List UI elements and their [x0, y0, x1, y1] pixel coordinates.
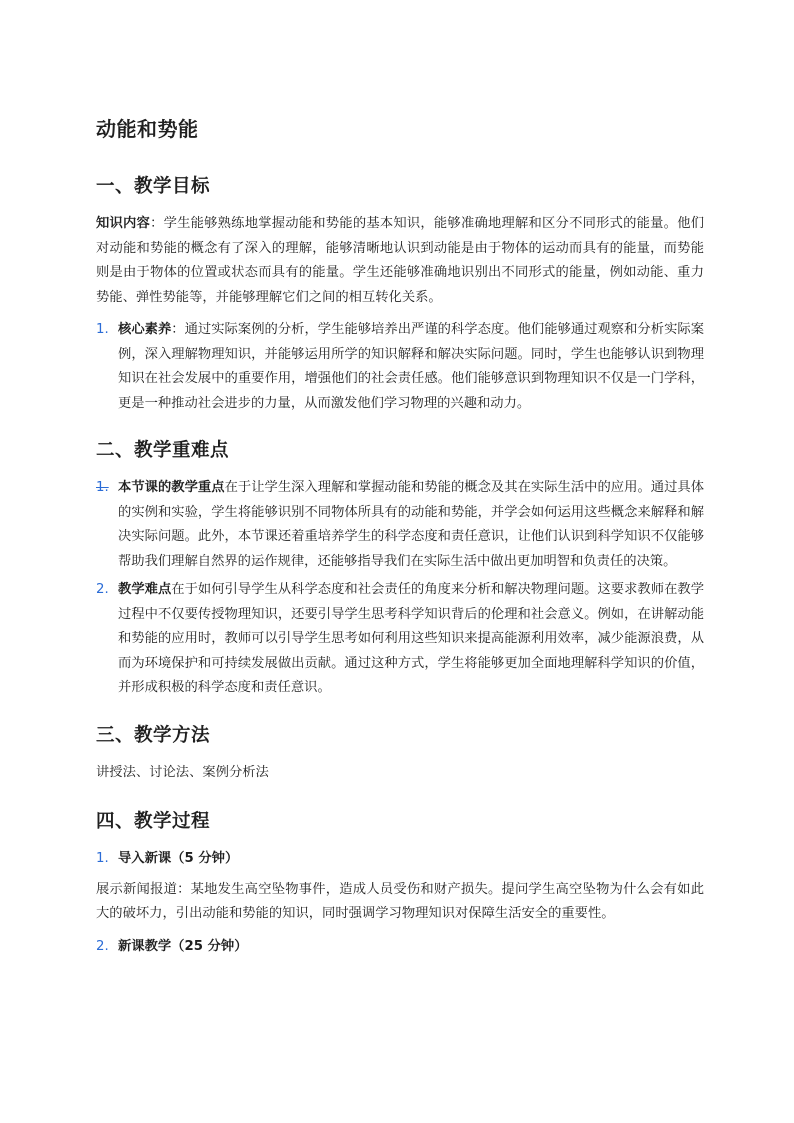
step-label: 新课教学（25 分钟）: [118, 938, 248, 954]
core-literacy-text: ：通过实际案例的分析，学生能够培养出严谨的科学态度。他们能够通过观察和分析实际案例，深入理解物理知识，并能够运用所学的知识解释和解决实际问题。同时，学生也能够认识到物理知识在社会发展中的重要作用，增强他们的社会责任感。他们能够意识到物理知识不仅是一门学科，更是一种推动社会进步的力量，从而激发他们学习物理的兴趣和动力。: [118, 322, 705, 411]
list-number: 1.: [96, 851, 109, 866]
core-literacy-label: 核心素养: [118, 322, 172, 337]
methods-text: 讲授法、讨论法、案例分析法: [96, 764, 269, 780]
list-number: 2.: [96, 582, 109, 597]
list-item: [96, 935, 704, 960]
list-item: [96, 476, 704, 574]
difficulty-label: 教学难点: [118, 582, 172, 597]
process-step-2: [96, 935, 704, 960]
section-heading-process: 四、教学过程: [96, 811, 211, 832]
section-heading-methods: 三、教学方法: [96, 724, 211, 746]
keypoint-label: 本节课的教学重点: [118, 480, 225, 495]
document-title: 动能和势能: [96, 117, 199, 141]
document-page: [96, 112, 704, 965]
list-number: 1.: [96, 480, 109, 495]
keypoints-list: [96, 476, 704, 701]
section-heading-keypoints: 二、教学重难点: [96, 440, 230, 461]
step-1-text: 展示新闻报道：某地发生高空坠物事件，造成人员受伤和财产损失。提问学生高空坠物为什么会有如此大的破坏力，引出动能和势能的知识，同时强调学习物理知识对保障生活安全的重要性。: [96, 881, 704, 921]
section-heading-goals: 一、教学目标: [96, 176, 211, 197]
knowledge-label: 知识内容: [96, 216, 151, 231]
list-number: 1.: [96, 322, 109, 337]
list-item: [96, 847, 704, 872]
keypoint-text: 在于让学生深入理解和掌握动能和势能的概念及其在实际生活中的应用。通过具体的实例和实验，学生将能够识别不同物体所具有的动能和势能，并学会如何运用这些概念来解释和解决实际问题。此外，本节课还着重培养学生的科学态度和责任意识，让他们认识到科学知识不仅能够帮助我们理解自然界的运作规律，还能够指导我们在实际生活中做出更加明智和负责任的决策。: [118, 480, 705, 569]
knowledge-paragraph: [96, 212, 704, 310]
difficulty-text: 在于如何引导学生从科学态度和社会责任的角度来分析和解决物理问题。这要求教师在教学过程中不仅要传授物理知识，还要引导学生思考科学知识背后的伦理和社会意义。例如，在讲解动能和势能的应用时，教师可以引导学生思考如何利用这些知识来提高能源利用效率，减少能源浪费，从而为环境保护和可持续发展做出贡献。通过这种方式，学生将能够更加全面地理解科学知识的价值，并形成积极的科学态度和责任意识。: [118, 582, 705, 695]
list-number: 2.: [96, 938, 109, 954]
core-literacy-list: [96, 318, 704, 416]
knowledge-text: ：学生能够熟练地掌握动能和势能的基本知识，能够准确地理解和区分不同形式的能量。他们对动能和势能的概念有了深入的理解，能够清晰地认识到动能是由于物体的运动而具有的能量，而势能则是由于物体的位置或状态而具有的能量。学生还能够准确地识别出不同形式的能量，例如动能、重力势能、弹性势能等，并能够理解它们之间的相互转化关系。: [96, 216, 705, 305]
list-item: [96, 318, 704, 416]
process-step-1: [96, 847, 704, 872]
list-item: [96, 578, 704, 701]
step-label: 导入新课（5 分钟）: [118, 851, 239, 866]
